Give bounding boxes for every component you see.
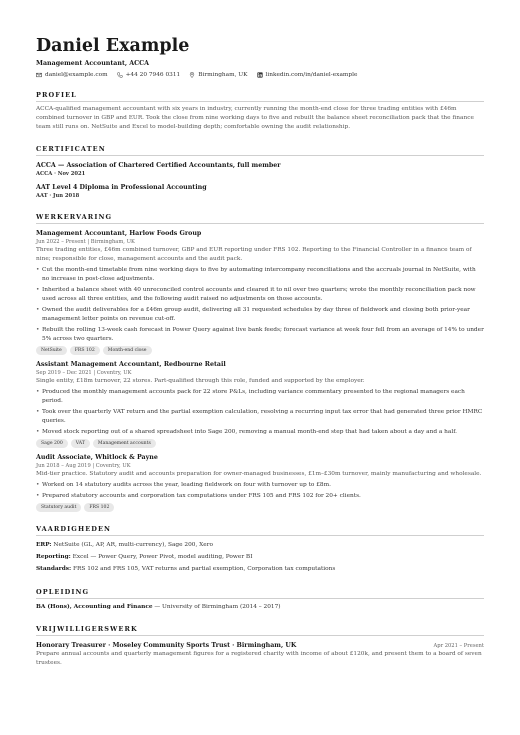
education-entry: [36, 602, 484, 612]
section-heading-volunteer: VRIJWILLIGERSWERK: [36, 625, 484, 636]
linkedin-icon: [257, 72, 263, 78]
cert-title: AAT Level 4 Diploma in Professional Accounting: [36, 184, 207, 191]
phone-text: +44 20 7946 0311: [125, 72, 181, 78]
job-title: Assistant Management Accountant, Redbourne Retail: [36, 361, 226, 368]
skill-row: [36, 539, 484, 551]
job-bullet: • Took over the quarterly VAT return and the partial exemption calculation, resolving a recurring input tax error that had generated three prior HMRC queries.: [36, 408, 484, 426]
skill-tag: FRS 102: [84, 503, 114, 512]
volunteer-header: [36, 641, 484, 650]
job-bullets: [36, 266, 484, 344]
contact-location: [189, 72, 247, 78]
job-bullet: • Owned the audit deliverables for a £46m group audit, delivering all 31 requested schedules by day three of fieldwork and closing both prior-year management letter points on revenue cut-off.: [36, 306, 484, 324]
cert-issuer: AAT · Jun 2018: [36, 193, 80, 199]
contact-phone[interactable]: [117, 72, 181, 78]
mail-icon: [36, 72, 42, 78]
cert-issuer: ACCA · Nov 2021: [36, 171, 86, 177]
job-summary: Single entity, £18m turnover, 22 stores. Part-qualified through this role, funded and supported by the employer.: [36, 378, 365, 384]
job-bullets: [36, 481, 484, 501]
job-bullet: • Produced the monthly management accounts pack for 22 store P&Ls, including variance commentary presented to the regional managers each period.: [36, 388, 484, 406]
skill-row: [36, 551, 484, 563]
contact-email[interactable]: [36, 72, 108, 78]
contact-bar: [36, 72, 484, 78]
volunteer-date: Apr 2021 – Present: [433, 643, 484, 649]
job-bullet: • Cut the month-end timetable from nine working days to five by automating intercompany reconciliations and the accruals journal in NetSuite, with no increase in post-close adjustments.: [36, 266, 484, 284]
job-title: Audit Associate, Whitlock & Payne: [36, 454, 158, 461]
skill-value: NetSuite (GL, AP, AR, multi-currency), Sage 200, Xero: [53, 542, 213, 548]
location-text: Birmingham, UK: [198, 72, 248, 78]
section-heading-profile: PROFIEL: [36, 91, 484, 102]
job-meta: Jun 2022 – Present | Birmingham, UK: [36, 239, 135, 245]
location-pin-icon: [189, 72, 195, 78]
job-bullet: • Prepared statutory accounts and corporation tax computations under FRS 105 and FRS 102 for 20+ clients.: [36, 492, 484, 501]
email-text: daniel@example.com: [45, 72, 108, 78]
job-summary: Three trading entities, £46m combined turnover, GBP and EUR reporting under FRS 102. Reporting to the Financial Controller in a finance team of nine; responsible for close, management accounts and the audit pack.: [36, 247, 472, 262]
job-entry: [36, 360, 484, 448]
job-meta: Jun 2018 – Aug 2019 | Coventry, UK: [36, 463, 131, 469]
degree: BA (Hons), Accounting and Finance: [36, 604, 153, 610]
skill-key: ERP:: [36, 542, 52, 548]
skills-list: [36, 539, 484, 575]
skill-value: FRS 102 and FRS 105, VAT returns and partial exemption, Corporation tax computations: [73, 566, 336, 572]
skill-tag: VAT: [71, 439, 90, 448]
candidate-title: Management Accountant, ACCA: [36, 60, 150, 67]
job-tags: [36, 439, 484, 448]
profile-text: ACCA-qualified management accountant with six years in industry, currently running the month-end close for three trading entities with £46m combined turnover in GBP and EUR. Took the close from nine working days to five and rebuilt the balance sheet reconciliation pack that the finance team still runs on. NetSuite and Excel to model-building depth; comfortable owning the audit relationship.: [36, 106, 474, 130]
skill-tag: Management accounts: [93, 439, 156, 448]
phone-icon: [117, 72, 123, 78]
section-heading-certificates: CERTIFICATEN: [36, 145, 484, 156]
job-entry: [36, 453, 484, 512]
section-heading-education: OPLEIDING: [36, 588, 484, 599]
candidate-name: Daniel Example: [36, 36, 190, 56]
contact-linkedin[interactable]: [257, 72, 358, 78]
skill-tag: NetSuite: [36, 346, 67, 355]
job-title: Management Accountant, Harlow Foods Group: [36, 230, 202, 237]
job-bullet: • Moved stock reporting out of a shared spreadsheet into Sage 200, removing a manual month-end step that had taken about a day and a half.: [36, 428, 484, 437]
cert-title: ACCA — Association of Chartered Certified Accountants, full member: [36, 162, 281, 169]
job-tags: [36, 346, 484, 355]
job-tags: [36, 503, 484, 512]
job-meta: Sep 2019 – Dec 2021 | Coventry, UK: [36, 370, 132, 376]
job-summary: Mid-tier practice. Statutory audit and accounts preparation for owner-managed businesses, £1m–£30m turnover, mainly manufacturing and wholesale.: [36, 471, 482, 477]
linkedin-text: linkedin.com/in/daniel-example: [265, 72, 358, 78]
job-bullet: • Inherited a balance sheet with 40 unreconciled control accounts and cleared it to nil over two quarters; wrote the monthly reconciliation pack now used across all three entities, and the following audit raised no adjustments on those accounts.: [36, 286, 484, 304]
skill-value: Excel — Power Query, Power Pivot, model auditing, Power BI: [72, 554, 253, 560]
job-bullet: • Worked on 14 statutory audits across the year, leading fieldwork on four with turnover up to £8m.: [36, 481, 484, 490]
skill-key: Standards:: [36, 566, 72, 572]
volunteer-text: Prepare annual accounts and quarterly management figures for a registered charity with income of about £120k, and present them to a board of seven trustees.: [36, 651, 482, 666]
skill-tag: Statutory audit: [36, 503, 81, 512]
section-heading-skills: VAARDIGHEDEN: [36, 525, 484, 536]
skill-key: Reporting:: [36, 554, 71, 560]
section-heading-experience: WERKERVARING: [36, 213, 484, 224]
skill-tag: Month-end close: [103, 346, 152, 355]
job-bullets: [36, 388, 484, 437]
skill-tag: FRS 102: [70, 346, 100, 355]
skill-row: [36, 563, 484, 575]
skill-tag: Sage 200: [36, 439, 68, 448]
volunteer-title: Honorary Treasurer · Moseley Community Sports Trust · Birmingham, UK: [36, 642, 297, 649]
job-bullet: • Rebuilt the rolling 13-week cash forecast in Power Query against live bank feeds; forecast variance at week four fell from an average of 14% to under 5% across two quarters.: [36, 326, 484, 344]
job-entry: [36, 229, 484, 355]
education-detail: — University of Birmingham (2014 – 2017): [152, 604, 281, 610]
